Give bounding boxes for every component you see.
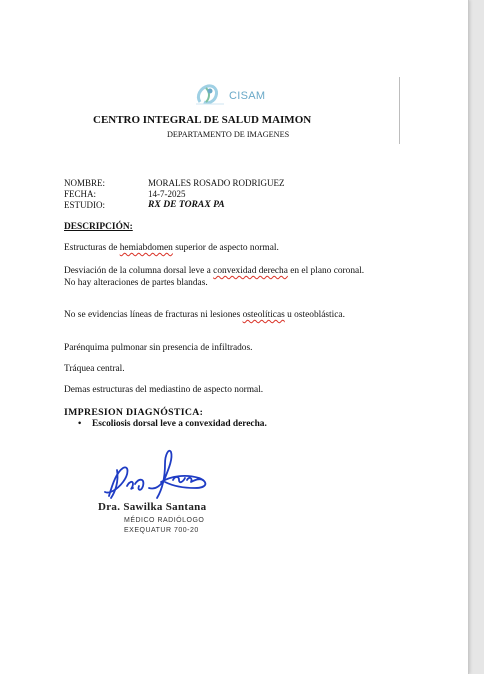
impression-item: • Escoliosis dorsal leve a convexidad derecha.	[78, 419, 267, 429]
paragraph-1: Estructuras de hemiabdomen superior de aspecto normal.	[64, 243, 279, 253]
name-label: NOMBRE:	[64, 178, 106, 188]
paragraph-6: Demas estructuras del mediastino de aspecto normal.	[64, 385, 264, 395]
logo-text: CISAM	[229, 90, 266, 102]
paragraph-2: Desviación de la columna dorsal leve a convexidad derecha en el plano coronal. No hay alteraciones de partes blandas.	[64, 266, 365, 288]
description-title: DESCRIPCIÓN:	[64, 222, 133, 232]
spellcheck-phrase: convexidad derecha	[213, 266, 288, 276]
signature-name: Dra. Sawilka Santana	[98, 501, 207, 513]
study-value: RX DE TORAX PA	[148, 199, 225, 210]
date-label: FECHA:	[64, 189, 97, 199]
date-value: 14-7-2025	[148, 189, 186, 199]
paragraph-4: Parénquima pulmonar sin presencia de infiltrados.	[64, 343, 253, 353]
department-name: DEPARTAMENTO DE IMAGENES	[167, 130, 290, 139]
margin-guide-line	[399, 77, 400, 144]
study-label: ESTUDIO:	[64, 200, 105, 210]
spellcheck-word: hemiabdomen	[119, 243, 173, 253]
signature-exequatur: EXEQUATUR 700-20	[124, 527, 199, 534]
handwritten-signature	[99, 448, 219, 504]
impression-title: IMPRESION DIAGNÓSTICA:	[64, 407, 204, 418]
signature-role: MÉDICO RADIÓLOGO	[124, 517, 205, 524]
institution-name: CENTRO INTEGRAL DE SALUD MAIMON	[93, 114, 312, 126]
name-value: MORALES ROSADO RODRIGUEZ	[148, 178, 285, 188]
paragraph-3: No se evidencias líneas de fracturas ni lesiones osteolíticas u osteoblástica.	[64, 310, 345, 320]
spellcheck-word: osteolíticas	[242, 310, 285, 320]
bullet-icon: •	[78, 419, 82, 429]
paragraph-5: Tráquea central.	[64, 364, 125, 374]
